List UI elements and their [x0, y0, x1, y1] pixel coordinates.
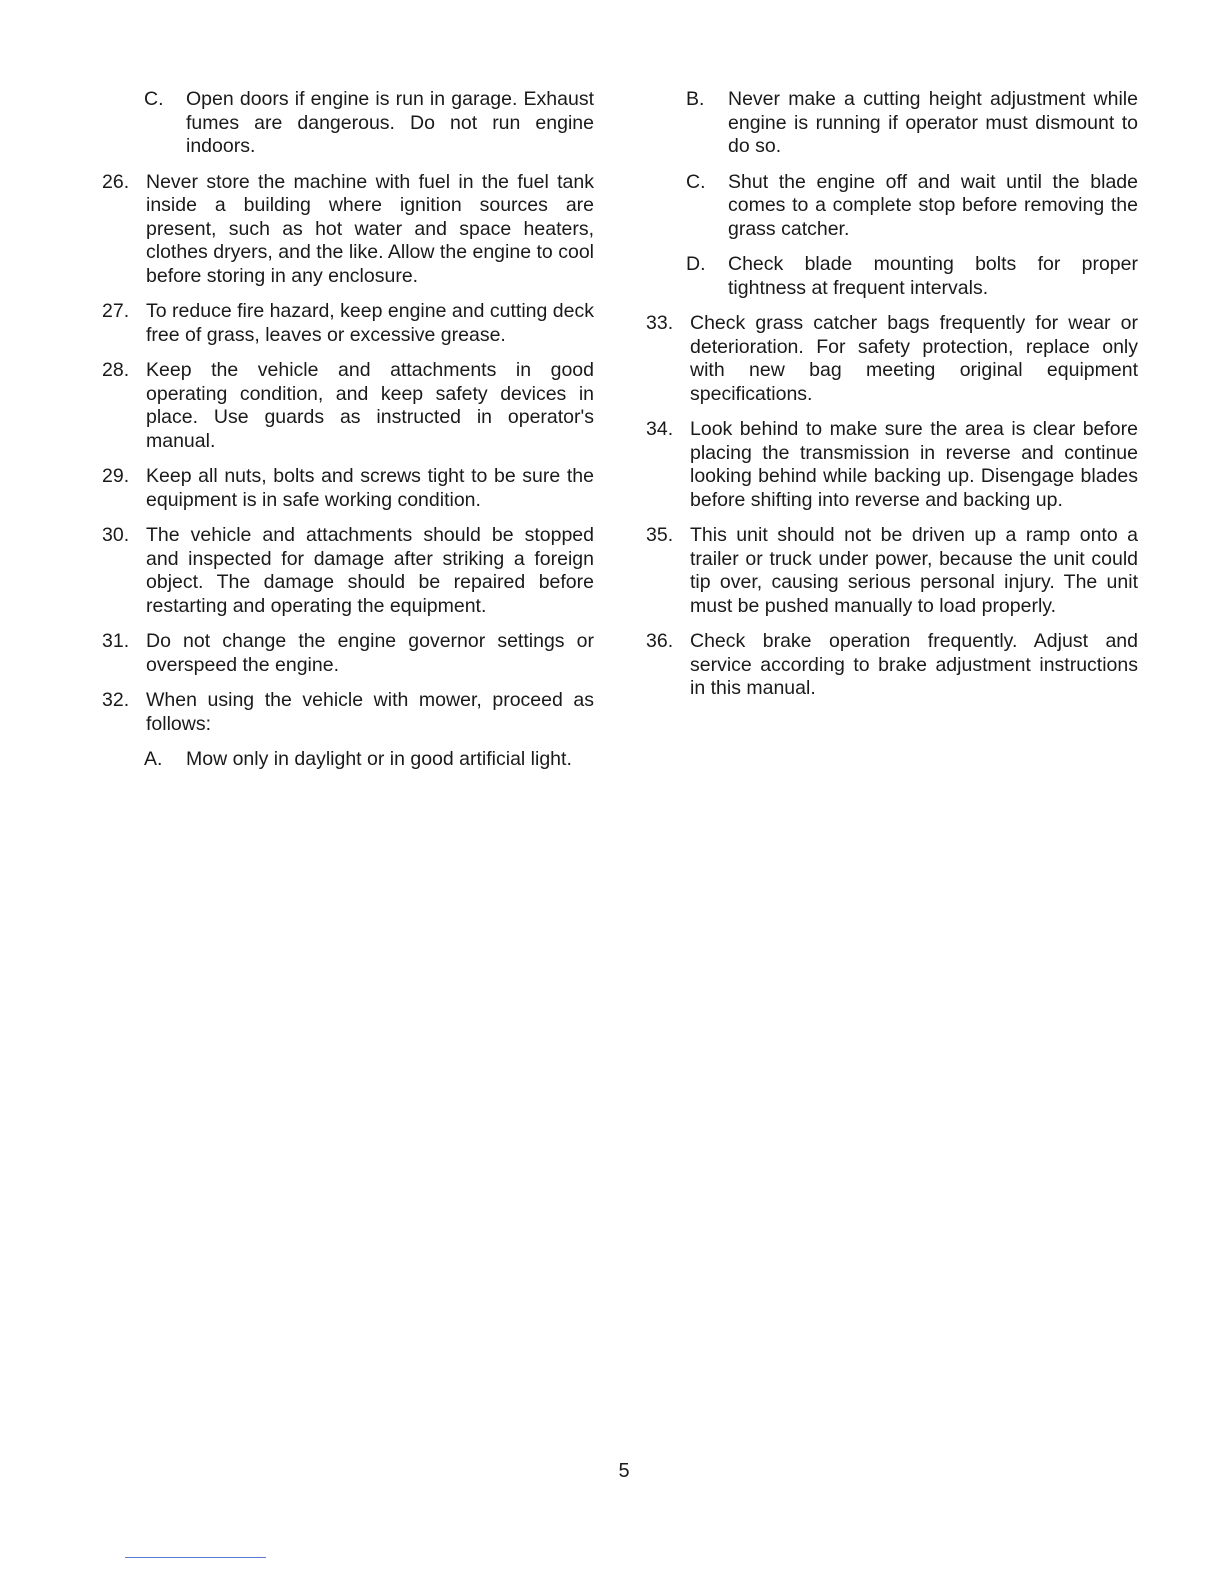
item-text: Check brake operation frequently. Adjust and service according to brake adjustment instructions in this manual. [690, 630, 1138, 699]
item-number: 29. [102, 465, 130, 487]
item-text: Keep the vehicle and attachments in good operating condition, and keep safety devices in place. Use guards as instructed in operator's manual. [146, 359, 594, 452]
item-text: Do not change the engine governor settings or overspeed the engine. [146, 630, 594, 676]
sub-item-text: Never make a cutting height adjustment while engine is running if operator must dismount to do so. [728, 88, 1138, 157]
item-text: Look behind to make sure the area is clear before placing the transmission in reverse and continue looking behind while backing up. Disengage blades before shifting into reverse and backing up. [690, 418, 1138, 511]
item-number: 34. [646, 418, 674, 440]
list-item-33 [646, 312, 1138, 406]
list-item-27 [102, 300, 594, 347]
list-item-35 [646, 524, 1138, 618]
item-text: Keep all nuts, bolts and screws tight to be sure the equipment is in safe working condition. [146, 465, 594, 511]
bottom-rule-divider [125, 1557, 266, 1558]
sub-item-b-cutting-height [686, 88, 1138, 159]
item-number: 33. [646, 312, 674, 334]
item-number: 35. [646, 524, 674, 546]
item-number: 36. [646, 630, 674, 652]
list-item-29 [102, 465, 594, 512]
sub-item-letter: B. [686, 88, 705, 110]
item-text: Check grass catcher bags frequently for wear or deterioration. For safety protection, replace only with new bag meeting original equipment specifications. [690, 312, 1138, 405]
list-item-28 [102, 359, 594, 453]
item-number: 30. [102, 524, 130, 546]
list-item-26 [102, 171, 594, 289]
sub-item-a-mow-daylight [144, 748, 594, 772]
sub-item-text: Check blade mounting bolts for proper tightness at frequent intervals. [728, 253, 1138, 299]
list-item-32 [102, 689, 594, 736]
item-text: To reduce fire hazard, keep engine and cutting deck free of grass, leaves or excessive grease. [146, 300, 594, 346]
item-text: This unit should not be driven up a ramp onto a trailer or truck under power, because the unit could tip over, causing serious personal injury. The unit must be pushed manually to load properly. [690, 524, 1138, 617]
item-text: When using the vehicle with mower, proceed as follows: [146, 689, 594, 735]
page-number: 5 [618, 1460, 630, 1482]
sub-item-letter: D. [686, 253, 706, 275]
item-text: Never store the machine with fuel in the fuel tank inside a building where ignition sources are present, such as hot water and space heaters, clothes dryers, and the like. Allow the engine to cool before storing in any enclosure. [146, 170, 594, 287]
sub-item-text: Open doors if engine is run in garage. Exhaust fumes are dangerous. Do not run engine indoors. [186, 88, 594, 157]
item-number: 28. [102, 359, 130, 381]
list-item-34 [646, 418, 1138, 512]
sub-item-letter: C. [144, 88, 164, 110]
sub-item-c-shut-engine [686, 171, 1138, 242]
item-number: 27. [102, 300, 130, 322]
item-number: 26. [102, 170, 130, 193]
item-text: The vehicle and attachments should be stopped and inspected for damage after striking a foreign object. The damage should be repaired before restarting and operating the equipment. [146, 524, 594, 617]
list-item-31 [102, 630, 594, 677]
sub-item-text: Mow only in daylight or in good artificial light. [186, 748, 572, 770]
sub-item-letter: C. [686, 170, 706, 193]
left-column [102, 88, 594, 784]
sub-item-letter: A. [144, 748, 163, 770]
item-number: 31. [102, 630, 130, 652]
list-item-36 [646, 630, 1138, 701]
sub-item-d-blade-bolts [686, 253, 1138, 300]
item-number: 32. [102, 689, 130, 711]
right-column [646, 88, 1138, 713]
sub-item-c-engine-garage [144, 88, 594, 159]
sub-item-text: Shut the engine off and wait until the blade comes to a complete stop before removing the grass catcher. [728, 170, 1138, 240]
list-item-30 [102, 524, 594, 618]
